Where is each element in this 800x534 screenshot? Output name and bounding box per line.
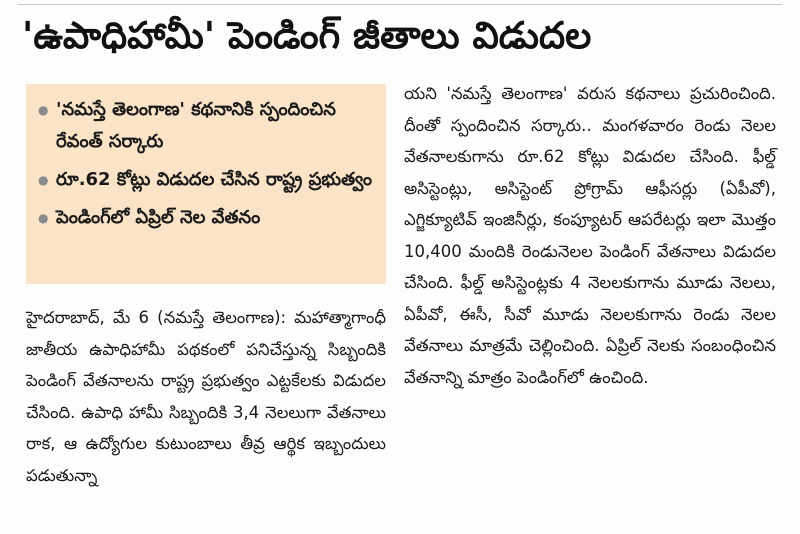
article-paragraph: యని 'నమస్తే తెలంగాణ' వరుస కథనాలు ప్రచురించింది. దీంతో స్పందించిన సర్కారు.. మంగళవారం రెండు నెలల వేతనాలకుగాను రూ.62 కోట్లు విడుదల చేసింది. ఫీల్డ్ అసిస్టెంట్లు, అసిస్టెంట్ ప్రోగ్రామ్ ఆఫీసర్లు (ఏపీవో), ఎగ్జిక్యూటివ్ ఇంజినీర్లు, కంప్యూటర్ ఆపరేటర్లు ఇలా మొత్తం 10,400 మందికి రెండునెలల పెండింగ్ వేతనాలు విడుదల చేసింది. ఫీల్డ్ అసిస్టెంట్లకు 4 నెలలకుగాను మూడు నెలలు, ఏపీవో, ఈసీ, సీవో మూడు నెలలకుగాను రెండు నెలల వేతనాలు మాత్రమే చెల్లించింది. ఏప్రిల్ నెలకు సంబంధించిన వేతనాన్ని మాత్రం పెండింగ్‌లో ఉంచింది.: [404, 84, 776, 387]
article-column-left: [26, 302, 386, 491]
bullet-icon: ●: [38, 103, 49, 117]
bullet-icon: ●: [38, 211, 49, 225]
article-column-right: [404, 78, 776, 393]
highlight-text: రూ.62 కోట్లు విడుదల చేసిన రాష్ట్ర ప్రభుత్వం: [56, 169, 372, 190]
highlight-text: పెండింగ్‌లో ఏప్రిల్ నెల వేతనం: [56, 207, 261, 228]
bullet-icon: ●: [38, 173, 49, 187]
highlight-item: [38, 164, 376, 196]
top-divider: [18, 4, 782, 5]
headline: 'ఉపాధిహామీ' పెండింగ్ జీతాలు విడుదల: [22, 14, 592, 57]
highlight-item: [38, 202, 376, 234]
highlights-box: [26, 84, 386, 284]
article-paragraph: హైదరాబాద్, మే 6 (నమస్తే తెలంగాణ): మహాత్మాగాంధీ జాతీయ ఉపాధిహామీ పథకంలో పనిచేస్తున్న సిబ్బందికి పెండింగ్ వేతనాలను రాష్ట్ర ప్రభుత్వం ఎట్టకేలకు విడుదల చేసింది. ఉపాధి హామీ సిబ్బందికి 3,4 నెలలుగా వేతనాలు రాక, ఆ ఉద్యోగుల కుటుంబాలు తీవ్ర ఆర్థిక ఇబ్బందులు పడుతున్నా: [26, 308, 386, 485]
highlight-item: [38, 94, 376, 158]
highlight-text: 'నమస్తే తెలంగాణ' కథనానికి స్పందించిన రేవంత్ సర్కారు: [56, 99, 336, 152]
